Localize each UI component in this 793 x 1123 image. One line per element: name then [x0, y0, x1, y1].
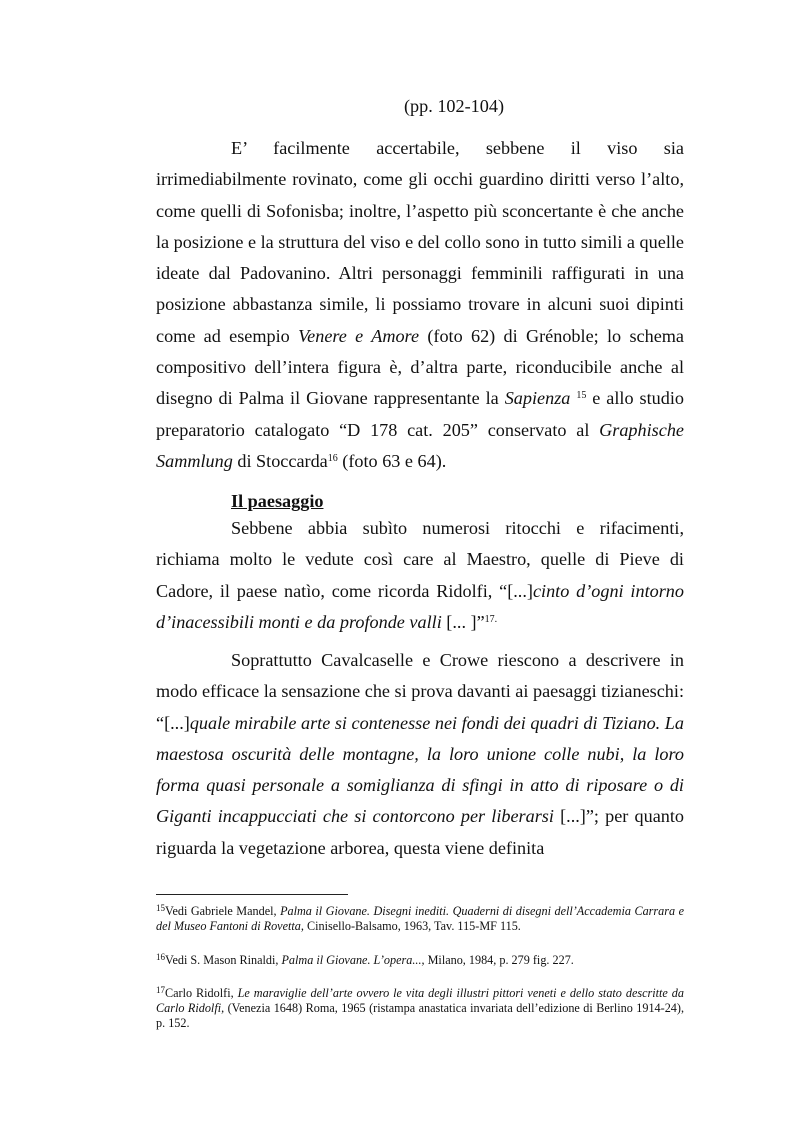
- paragraph-2-text-a: Sebbene abbia subìto numerosi ritocchi e rifacimenti, richiama molto le vedute così care al Maestro, quelle di Pieve di Cadore, il paese natìo, come ricorda Ridolfi, “[...]: [156, 518, 684, 601]
- paragraph-1-text-b: (foto 62) di Grénoble; lo schema compositivo dell’intera figura è, d’altra parte, riconducibile anche al disegno di Palma il Giovane rappresentante la: [156, 325, 684, 409]
- footnote-divider: [156, 894, 348, 895]
- footnote-title: Palma il Giovane. L’opera...,: [281, 953, 425, 967]
- paragraph-1-text-c: e allo studio preparatorio catalogato “D 178 cat. 205” conservato al: [156, 388, 684, 440]
- footnote-16: [156, 953, 684, 968]
- paragraph-3-text-a: Soprattutto Cavalcaselle e Crowe riescono a descrivere in modo efficace la sensazione che si prova davanti ai paesaggi tizianeschi: “[...]: [156, 650, 684, 733]
- footnote-text: Carlo Ridolfi,: [165, 986, 238, 1000]
- footnote-ref-17[interactable]: 17.: [484, 613, 498, 625]
- paragraph-1: [156, 133, 684, 477]
- paragraph-2: [156, 513, 684, 638]
- footnote-text: Cinisello-Balsamo, 1963, Tav. 115-MF 115.: [303, 919, 521, 934]
- section-heading: Il paesaggio: [231, 491, 324, 511]
- paragraph-3-text-b: [...]”; per quanto riguarda la vegetazione arborea, questa viene definita: [156, 806, 685, 858]
- ridolfi-quote: cinto d’ogni intorno d’inacessibili monti e da profonde valli: [156, 580, 684, 632]
- collection-name-graphische-sammlung: Graphische Sammlung: [156, 419, 684, 471]
- paragraph-1-text-e: (foto 63 e 64).: [337, 450, 447, 471]
- footnote-15: [156, 904, 684, 934]
- footnote-text: Milano, 1984, p. 279 fig. 227.: [424, 953, 574, 967]
- footnote-17: [156, 986, 684, 1032]
- footnote-title: Le maraviglie dell’arte ovvero le vita degli illustri pittori veneti e dello stato descritte da Carlo Ridolfi,: [156, 986, 684, 1016]
- paragraph-3: [156, 645, 684, 864]
- artwork-title-sapienza: Sapienza: [504, 388, 571, 409]
- footnote-number: 16: [156, 952, 165, 962]
- footnote-text: Vedi S. Mason Rinaldi,: [165, 953, 282, 967]
- artwork-title-venere-e-amore: Venere e Amore: [298, 325, 420, 346]
- page-reference: (pp. 102-104): [404, 96, 505, 116]
- cavalcaselle-quote: quale mirabile arte si contenesse nei fondi dei quadri di Tiziano. La maestosa oscurità delle montagne, la loro unione colle nubi, la loro forma quasi personale a somiglianza di sfingi in atto di riposare o di Giganti incappucciati che si contorcono per liberarsi: [156, 712, 684, 827]
- footnote-number: 15: [156, 903, 165, 913]
- paragraph-1-text-a: E’ facilmente accertabile, sebbene il viso sia irrimediabilmente rovinato, come gli occhi guardino diritti verso l’alto, come quelli di Sofonisba; inoltre, l’aspetto più sconcertante è che anche la posizione e la struttura del viso e del collo sono in tutto simili a quelle ideate dal Padovanino. Altri personaggi femminili raffigurati in una posizione abbastanza simile, li possiamo trovare in alcuni suoi dipinti come ad esempio: [156, 138, 684, 346]
- footnote-number: 17: [156, 985, 165, 995]
- paragraph-2-text-b: [... ]”: [441, 611, 485, 632]
- paragraph-1-text-d: di Stoccarda: [232, 450, 328, 471]
- footnote-text: (Venezia 1648) Roma, 1965 (ristampa anastatica invariata dell’edizione di Berlino 1914-24), p. 152.: [156, 1001, 684, 1031]
- footnote-text: Vedi Gabriele Mandel,: [165, 904, 281, 918]
- footnote-ref-15[interactable]: 15: [576, 390, 587, 402]
- footnote-title: Palma il Giovane. Disegni inediti. Quaderni di disegni dell’Accademia Carrara e del Museo Fantoni di Rovetta,: [156, 904, 684, 934]
- footnote-ref-16[interactable]: 16: [327, 452, 338, 464]
